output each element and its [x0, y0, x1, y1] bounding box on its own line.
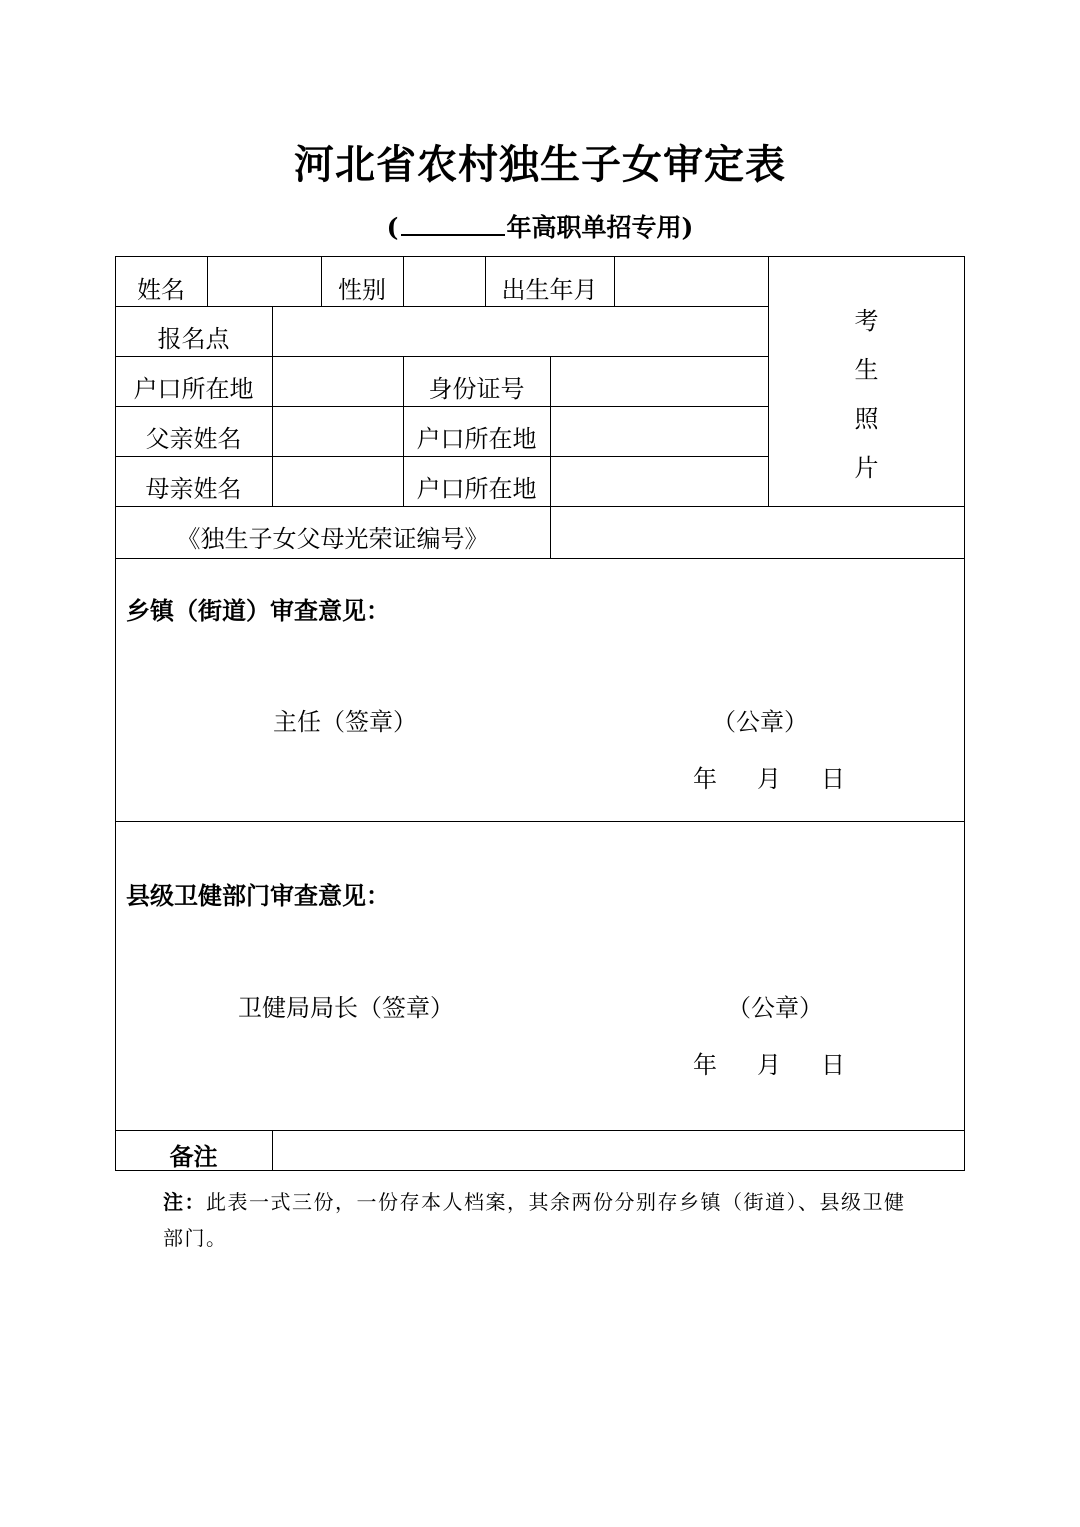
township-director-signature-label: 主任（签章）	[273, 708, 417, 736]
health-bureau-director-signature-label: 卫健局局长（签章）	[238, 994, 454, 1022]
id-number-field[interactable]	[551, 357, 768, 406]
township-date-day: 日	[821, 765, 845, 793]
photo-box[interactable]	[769, 257, 964, 505]
table-border-right	[964, 256, 965, 1171]
photo-label-char: 片	[854, 454, 879, 482]
township-seal-label: （公章）	[712, 708, 808, 736]
page-subtitle	[0, 208, 1080, 244]
certificate-number-label: 《独生子女父母光荣证编号》	[176, 524, 489, 553]
certificate-number-field[interactable]	[551, 507, 964, 558]
photo-label-char: 考	[854, 307, 879, 335]
father-name-field[interactable]	[273, 407, 403, 456]
section-divider	[115, 821, 965, 822]
township-date-month: 月	[757, 765, 781, 793]
hukou-location-label: 户口所在地	[133, 374, 254, 403]
township-review-heading: 乡镇（街道）审查意见：	[126, 596, 390, 625]
county-date-year: 年	[693, 1051, 717, 1079]
father-hukou-label: 户口所在地	[416, 424, 537, 453]
hukou-location-field[interactable]	[273, 357, 403, 406]
father-hukou-field[interactable]	[551, 407, 768, 456]
name-label: 姓名	[137, 275, 185, 304]
county-date-day: 日	[821, 1051, 845, 1079]
father-name-label: 父亲姓名	[145, 424, 242, 453]
mother-hukou-field[interactable]	[551, 457, 768, 506]
remarks-label: 备注	[169, 1141, 218, 1171]
county-date-month: 月	[757, 1051, 781, 1079]
mother-hukou-label: 户口所在地	[416, 474, 537, 503]
subtitle-open-paren: (	[386, 213, 399, 242]
year-blank-field[interactable]	[401, 212, 505, 236]
remarks-field[interactable]	[273, 1131, 964, 1170]
birth-date-label: 出生年月	[501, 275, 598, 304]
mother-name-label: 母亲姓名	[145, 474, 242, 503]
name-field[interactable]	[208, 257, 321, 306]
footnote	[163, 1184, 923, 1256]
gender-field[interactable]	[404, 257, 485, 306]
registration-site-label: 报名点	[157, 324, 230, 353]
county-review-heading: 县级卫健部门审查意见：	[126, 881, 390, 910]
registration-site-field[interactable]	[273, 307, 768, 356]
township-date-year: 年	[693, 765, 717, 793]
footnote-prefix: 注：	[163, 1190, 206, 1214]
photo-label-char: 生	[854, 356, 879, 384]
county-seal-label: （公章）	[727, 994, 823, 1022]
gender-label: 性别	[338, 275, 386, 304]
birth-date-field[interactable]	[615, 257, 768, 306]
page-title: 河北省农村独生子女审定表	[294, 141, 786, 188]
footnote-text: 此表一式三份，一份存本人档案，其余两份分别存乡镇（街道）、县级卫健部门。	[163, 1190, 906, 1250]
id-number-label: 身份证号	[428, 374, 525, 403]
mother-name-field[interactable]	[273, 457, 403, 506]
subtitle-text: 年高职单招专用)	[506, 213, 694, 242]
photo-label-char: 照	[854, 405, 879, 433]
